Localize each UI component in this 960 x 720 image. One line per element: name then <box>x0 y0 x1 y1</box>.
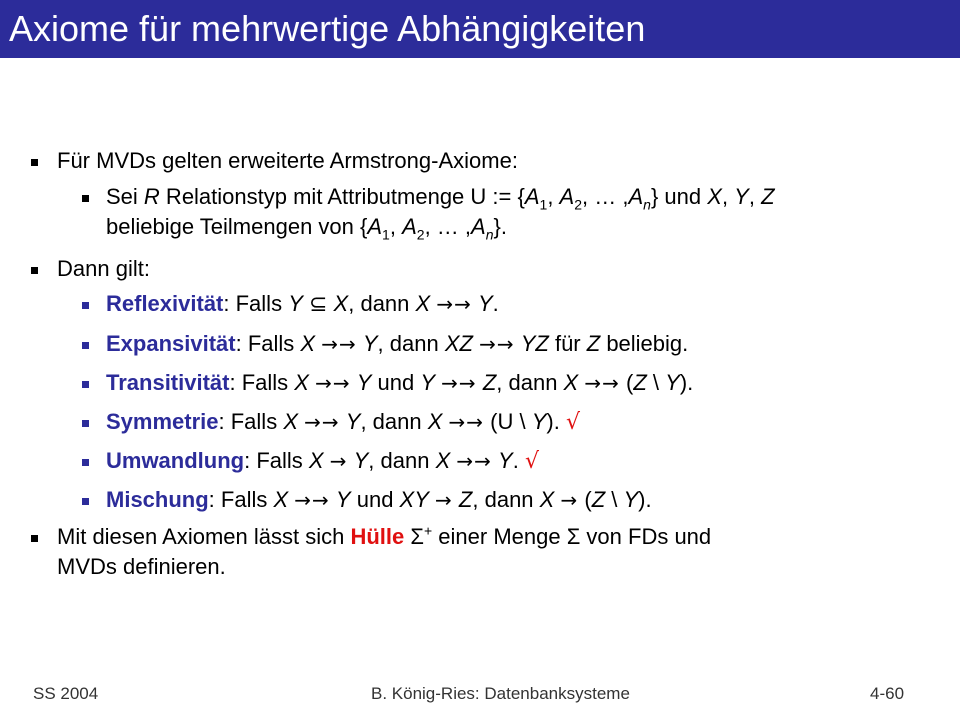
checkmark-icon: √ <box>565 410 581 435</box>
footer-page-number: 4-60 <box>870 684 905 703</box>
axiom-symmetry: Symmetrie: Falls X →→ Y, dann X →→ (U \ Y). √ <box>106 409 581 435</box>
bullet-square <box>31 267 38 274</box>
footer-author: B. König-Ries: Datenbanksysteme <box>371 684 630 703</box>
bullet-square <box>82 195 89 202</box>
bullet-square <box>82 420 89 427</box>
bullet-closure: Mit diesen Axiomen lässt sich Hülle Σ+ einer Menge Σ von FDs und <box>57 522 712 549</box>
bullet-dann-gilt: Dann gilt: <box>57 256 150 281</box>
bullet-square <box>82 498 89 505</box>
slide-title: Axiome für mehrwertige Abhängigkeiten <box>9 8 646 49</box>
checkmark-icon: √ <box>524 449 539 474</box>
title-bar <box>0 0 960 58</box>
bullet-closure-line2: MVDs definieren. <box>57 554 226 579</box>
axiom-conversion: Umwandlung: Falls X → Y, dann X →→ Y. √ <box>106 448 539 474</box>
axiom-reflexivity: Reflexivität: Falls Y ⊆ X, dann X →→ Y. <box>106 291 499 316</box>
bullet-mvd-axioms: Für MVDs gelten erweiterte Armstrong-Axiome: <box>57 148 518 173</box>
axiom-transitivity: Transitivität: Falls X →→ Y und Y →→ Z, dann X →→ (Z \ Y). <box>106 370 694 395</box>
axiom-mixing: Mischung: Falls X →→ Y und XY → Z, dann X → (Z \ Y). <box>106 487 652 512</box>
bullet-square <box>82 381 89 388</box>
axiom-expansivity: Expansivität: Falls X →→ Y, dann XZ →→ YZ für Z beliebig. <box>106 331 689 356</box>
bullet-square <box>82 342 89 349</box>
bullet-square <box>82 459 89 466</box>
bullet-square <box>82 302 89 309</box>
bullet-sei-r-line2: beliebige Teilmengen von {$A_1$, $A_2$, … $,A_n$}. <box>106 214 507 243</box>
bullet-square <box>31 159 38 166</box>
footer-semester: SS 2004 <box>33 684 99 703</box>
bullet-sei-r: Sei R Relationstyp mit Attributmenge U := {$A_1$, $A_2$, … $,A_n$} und X, Y, Z <box>106 184 775 213</box>
bullet-square <box>31 535 38 542</box>
